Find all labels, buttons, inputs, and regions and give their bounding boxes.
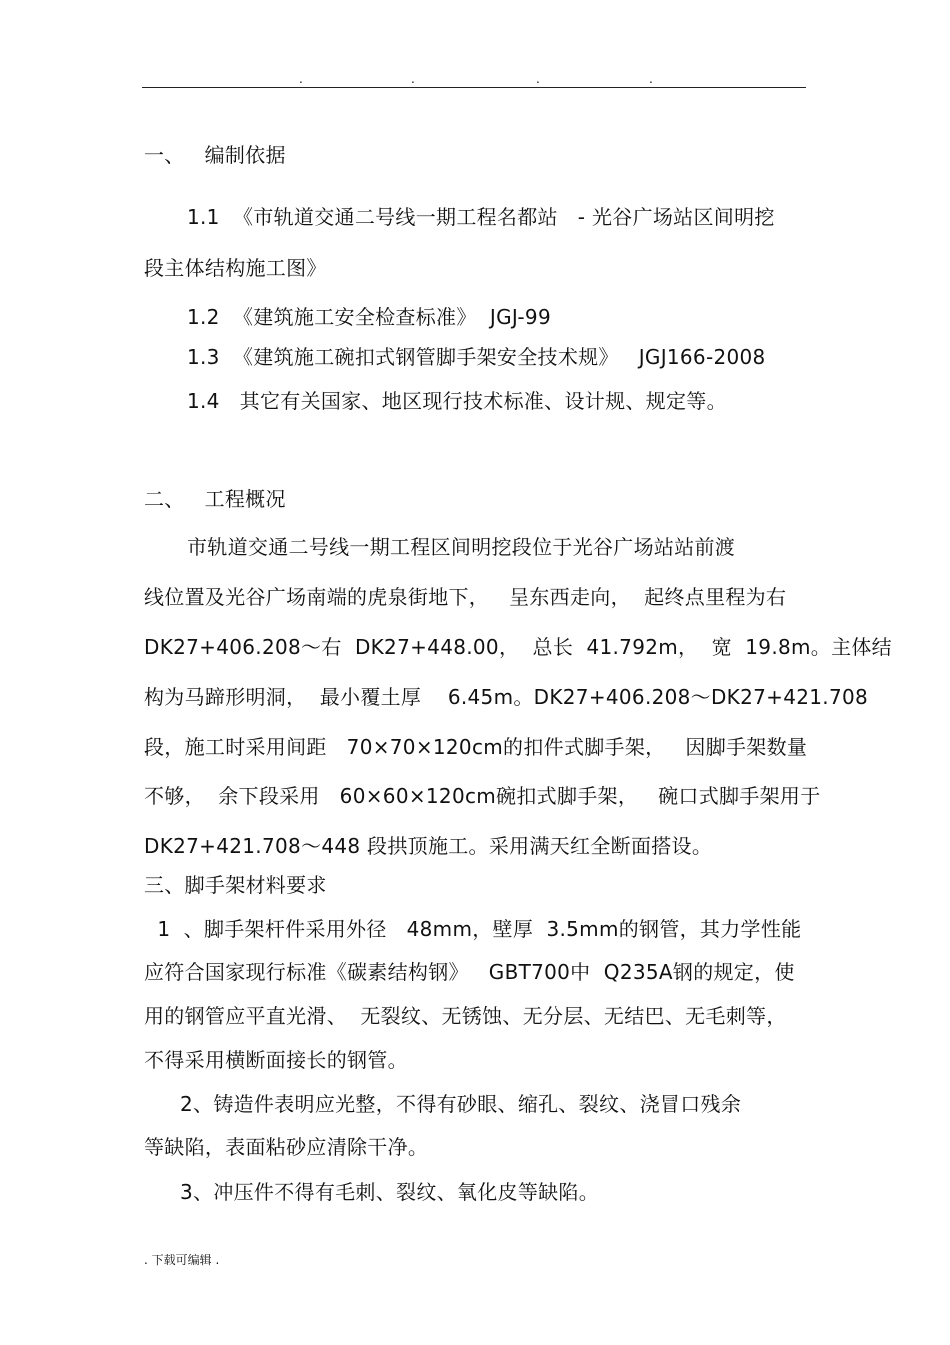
- header-dot: .: [649, 72, 653, 86]
- requirement-line: 用的钢管应平直光滑、 无裂纹、无锈蚀、无分层、无结巴、无毛刺等，: [144, 1004, 787, 1028]
- section-heading-basis: 一、 编制依据: [144, 143, 286, 167]
- requirement-line: 等缺陷，表面粘砂应清除干净。: [144, 1135, 429, 1159]
- requirement-line: 1 、脚手架杆件采用外径 48mm，壁厚 3.5mm的钢管，其力学性能: [144, 917, 802, 941]
- header-rule: [142, 87, 806, 88]
- paragraph-line: 市轨道交通二号线一期工程区间明挖段位于光谷广场站站前渡: [187, 535, 736, 559]
- page-header: [0, 72, 950, 86]
- header-dot: .: [411, 72, 415, 86]
- paragraph-line: 段，施工时采用间距 70×70×120cm的扣件式脚手架， 因脚手架数量: [144, 735, 808, 759]
- reference-item: 1.3 《建筑施工碗扣式钢管脚手架安全技术规》 JGJ166-2008: [187, 345, 766, 369]
- page-footer: . 下载可编辑 .: [144, 1253, 220, 1267]
- header-dot: .: [299, 72, 303, 86]
- paragraph-line: DK27+406.208～右 DK27+448.00， 总长 41.792m， 宽 19.8m。主体结: [144, 635, 892, 659]
- paragraph-line: 线位置及光谷广场南端的虎泉街地下， 呈东西走向， 起终点里程为右: [144, 585, 787, 609]
- reference-item: 1.1 《市轨道交通二号线一期工程名都站 - 光谷广场站区间明挖: [187, 205, 775, 229]
- paragraph-line: 不够， 余下段采用 60×60×120cm碗扣式脚手架， 碗口式脚手架用于: [144, 784, 821, 808]
- requirement-line: 不得采用横断面接长的钢管。: [144, 1048, 408, 1072]
- paragraph-line: 构为马蹄形明洞， 最小覆土厚 6.45m。DK27+406.208～DK27+421.708: [144, 685, 869, 709]
- reference-item: 1.2 《建筑施工安全检查标准》 JGJ-99: [187, 305, 551, 329]
- section-heading-overview: 二、 工程概况: [144, 487, 286, 511]
- requirement-line: 应符合国家现行标准《碳素结构钢》 GBT700中 Q235A钢的规定，使: [144, 960, 795, 984]
- reference-item: 1.4 其它有关国家、地区现行技术标准、设计规、规定等。: [187, 389, 727, 413]
- requirement-line: 2、铸造件表明应光整，不得有砂眼、缩孔、裂纹、浇冒口残余: [180, 1092, 742, 1116]
- header-dot: .: [536, 72, 540, 86]
- section-heading-materials: 三、脚手架材料要求: [144, 873, 327, 897]
- reference-item-continuation: 段主体结构施工图》: [144, 256, 327, 280]
- requirement-line: 3、冲压件不得有毛刺、裂纹、氧化皮等缺陷。: [180, 1180, 600, 1204]
- paragraph-line: DK27+421.708～448 段拱顶施工。采用满天红全断面搭设。: [144, 834, 713, 858]
